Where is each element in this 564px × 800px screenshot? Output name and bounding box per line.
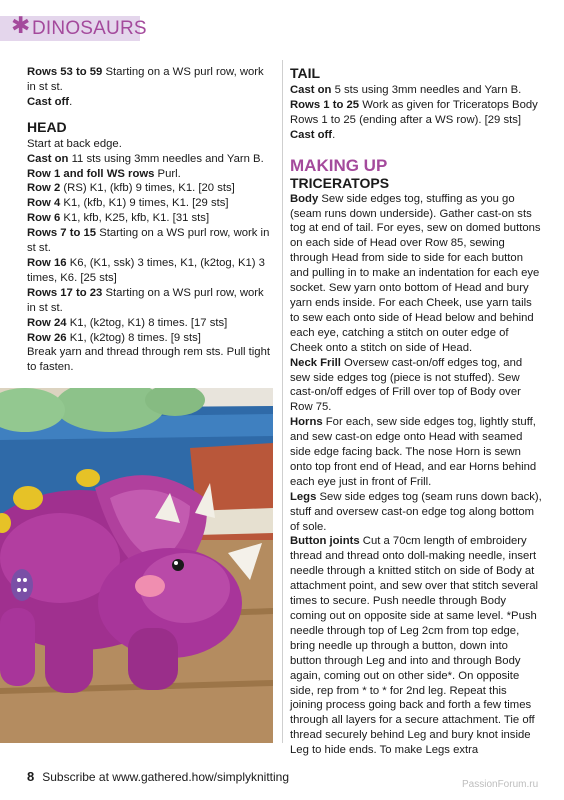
instruction-row: Row 4 K1, (kfb, K1) 9 times, K1. [29 sts] [27, 197, 229, 210]
section-tab [0, 13, 147, 41]
instruction-paragraph: Body Sew side edges tog, stuffing as you go (seam runs down underside). Gather cast-on sts tog at end of tail. For eyes, sew on domed buttons on each side of Head over Row 85, sewing through Head from side to side for each button and pulling in to make an indentation for each eye socket. Sew yarn onto bottom of Head and bury yarn ends inside. For each Cheek, use yarn tails to sew each onto side of Head below and behind each eye, catching a stitch on outer edge of Cheek onto a stitch on side of Head. [290, 192, 541, 354]
watermark: PassionForum.ru [462, 779, 539, 790]
asterisk-flower-icon: ✱ [11, 13, 31, 39]
making-up-heading: MAKING UP [290, 155, 388, 175]
instruction-row: Cast on 5 sts using 3mm needles and Yarn B. [290, 84, 522, 96]
instruction-paragraph: Legs Sew side edges tog (seam runs down back), stuff and oversew cast-on edge tog along bottom of sole. [290, 490, 542, 533]
instruction-row: Break yarn and thread through rem sts. Pull tight to fasten. [27, 346, 271, 374]
tail-heading: TAIL [290, 65, 321, 81]
instruction-row: Rows 7 to 15 Starting on a WS purl row, work in st st. [27, 227, 270, 255]
triceratops-heading: TRICERATOPS [290, 174, 390, 191]
column-divider [282, 60, 283, 743]
instruction-row: Row 6 K1, kfb, K25, kfb, K1. [31 sts] [27, 212, 210, 225]
instruction-row: Cast off. [27, 95, 73, 108]
instruction-row: Cast on 11 sts using 3mm needles and Yarn B. [27, 152, 264, 165]
instruction-row: Row 1 and foll WS rows Purl. [27, 167, 181, 180]
page-number: 8 [27, 769, 35, 784]
section-label: DINOSAURS [32, 18, 147, 39]
instruction-paragraph: Horns For each, sew side edges tog, lightly stuff, and sew cast-on edge onto Head with seamed side edge facing back. The nose Horn is sewn onto top front end of Head, and ear Horns behind each eye just in front of Frill. [290, 416, 537, 488]
knitted-triceratops-image [0, 388, 273, 743]
instruction-row: Row 26 K1, (k2tog) 8 times. [9 sts] [27, 331, 201, 344]
right-column [290, 65, 542, 758]
instruction-row: Row 16 K6, (K1, ssk) 3 times, K1, (k2tog, K1) 3 times, K6. [25 sts] [27, 256, 265, 284]
instruction-row: Rows 1 to 25 Work as given for Triceratops Body Rows 1 to 25 (ending after a WS row). [29 sts] [290, 98, 538, 126]
instruction-row: Row 2 (RS) K1, (kfb) 9 times, K1. [20 sts] [27, 182, 235, 195]
instruction-row: Cast off. [290, 128, 336, 141]
triceratops-photo [0, 388, 273, 743]
instruction-row: Rows 17 to 23 Starting on a WS purl row, work in st st. [27, 286, 264, 314]
instruction-row: Start at back edge. [27, 137, 122, 150]
instruction-paragraph: Button joints Cut a 70cm length of embroidery thread and thread onto doll-making needle, insert needle through a knitted stitch on side of Body at attachment point, and sew over that stitch several times to secure. Push needle through Body coming out on opposite side at same level. *Push needle through top of Leg 2cm from top edge, bring needle up through a button, down into button through Leg and into and through Body again, coming out on other side*. On opposite side, rep from * to * for 2nd leg. Repeat this joining process going back and forth a few times through all layers for a secure attachment. Tie off thread securely behind Leg and bury knot inside Leg to hide ends. To make Legs extra [290, 535, 539, 757]
head-heading: HEAD [27, 118, 67, 135]
page-footer [27, 769, 289, 784]
instruction-row: Rows 53 to 59 Starting on a WS purl row, work in st st. [27, 66, 264, 93]
instruction-paragraph: Neck Frill Oversew cast-on/off edges tog, and sew side edges tog (piece is not stuffed). Sew cast-on/off edges of Frill over top of Body over Row 75. [290, 356, 523, 414]
left-column [27, 65, 273, 375]
subscribe-text: Subscribe at www.gathered.how/simplyknitting [42, 770, 290, 784]
instruction-row: Row 24 K1, (k2tog, K1) 8 times. [17 sts] [27, 316, 228, 329]
